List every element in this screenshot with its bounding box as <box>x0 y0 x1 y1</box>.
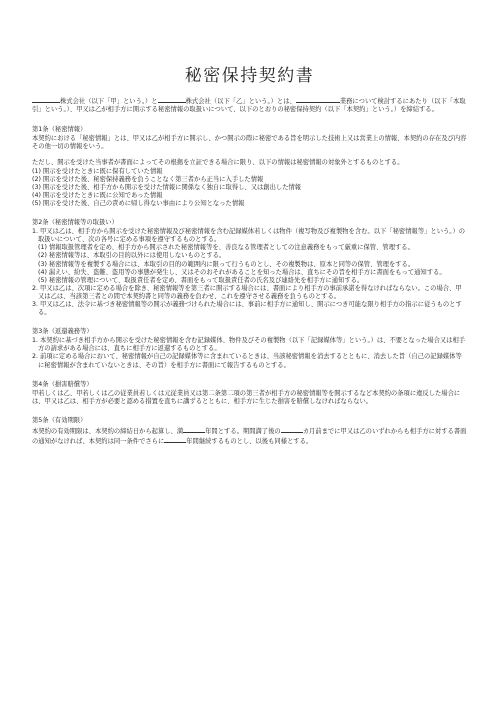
article-4 <box>32 381 467 406</box>
intro-paragraph <box>32 96 467 114</box>
intro-text-3: 業務について検討するにあたり（以下「本取引」という。）、甲又は乙が相手方に開示する秘密情報の取扱いについて、以下のとおりの秘密保持契約（以下「本契約」という。）を締結する。 <box>32 98 466 114</box>
blank-renewal-years[interactable] <box>164 436 186 443</box>
blank-party-b[interactable] <box>158 96 186 103</box>
clause: 2. 甲又は乙は、次項に定める場合を除き、秘密情報等を第三者に開示する場合には、書面により相手方の事前承諾を得なければならない。この場合、甲又は乙は、当該第三者との間で本契約書と同等の義務を負わせ、これを遵守させる義務を負うものとする。 <box>32 284 462 300</box>
article-3 <box>32 328 467 369</box>
article-body: 甲若しくは乙、甲若しくは乙の従業員若しくは元従業員又は第二条第二項の第三者が相手方の秘密情報等を開示するなど本契約の条項に違反した場合には、甲又は乙は、相手方が必要と認める措置を直ちに講ずるとともに、相手方に生じた損害を賠償しなければならない。 <box>32 389 461 405</box>
article-body: ただし、開示を受けた当事者が書面によってその根拠を立証できる場合に限り、以下の情報は秘密情報の対象外とするものとする。 <box>32 159 404 167</box>
list-item: (1) 開示を受けたときに既に保有していた情報 <box>32 167 163 175</box>
list-item: (5) 開示を受けた後、自己の責めに帰し得ない事由により公知となった情報 <box>32 199 245 207</box>
blank-party-a[interactable] <box>32 96 60 103</box>
article-heading: 第5条（有効期限） <box>32 416 87 424</box>
blank-term-years[interactable] <box>183 426 205 433</box>
article-1 <box>32 126 467 208</box>
article-body: 本契約における「秘密情報」とは、甲又は乙が相手方に開示し、かつ開示の際に秘密である旨を明示した技術上又は営業上の情報、本契約の存在及び内容その他一切の情報をいう。 <box>32 135 467 151</box>
article-heading: 第2条（秘密情報等の取扱い） <box>32 219 118 227</box>
list-item: (2) 開示を受けた後、秘密保持義務を負うことなく第三者から正当に入手した情報 <box>32 175 264 183</box>
document-title: 秘密保持契約書 <box>184 66 315 86</box>
sub-item: (4) 漏えい、紛失、盗難、盗用等の事態が発生し、又はそのおそれがあることを知った場合は、直ちにその旨を相手方に書面をもって通知する。 <box>38 268 446 276</box>
clause: 1. 甲又は乙は、相手方から開示を受けた秘密情報及び秘密情報を含む記録媒体若しくは物件（複写物及び複製物を含む。以下「秘密情報等」という。）の取扱いについて、次の各号に定める事項を遵守するものとする。 <box>32 228 466 244</box>
article-heading: 第4条（損害賠償等） <box>32 380 93 388</box>
article-5 <box>32 417 467 446</box>
clause: 1. 本契約に基づき相手方から開示を受けた秘密情報を含む記録媒体、物件及びその複製物（以下「記録媒体等」という。）は、不要となった場合又は相手方の請求がある場合には、直ちに相手方に返還するものとする。 <box>32 337 466 353</box>
sub-item: (5) 秘密情報の管理について、取扱責任者を定め、書面をもって取扱責任者の氏名及び連絡先を相手方に通知する。 <box>38 276 364 284</box>
blank-business[interactable] <box>296 96 340 103</box>
list-item: (4) 開示を受けたときに既に公知であった情報 <box>32 191 163 199</box>
clause: 2. 前項に定める場合において、秘密情報が自己の記録媒体等に含まれているときは、当該秘密情報を消去するとともに、消去した旨（自己の記録媒体等に秘密情報が含まれていないときは、その旨）を相手方に書面にて報告するものとする。 <box>32 353 462 369</box>
article-2 <box>32 219 467 317</box>
article-heading: 第1条（秘密情報） <box>32 126 87 134</box>
article-heading: 第3条（返還義務等） <box>32 328 93 336</box>
sub-item: (2) 秘密情報等は、本取引の目的以外には使用しないものとする。 <box>38 252 226 260</box>
sub-item: (3) 秘密情報等を複製する場合には、本取引の目的の範囲内に限って行うものとし、その複製物は、原本と同等の保管、管理をする。 <box>38 260 415 268</box>
list-item: (3) 開示を受けた後、相手方から開示を受けた情報に関係なく独自に取得し、又は創出した情報 <box>32 183 302 191</box>
intro-text-1: 株式会社（以下「甲」という。）と <box>60 98 158 105</box>
intro-text-2: 株式会社（以下「乙」という。）とは、 <box>185 98 296 105</box>
article-body: 本契約の有効期限は、本契約の締結日から起算し、満 年間とする。期間満了後の カ月前までに甲又は乙のいずれからも相手方に対する書面の通知がなければ、本契約は同一条件でさらに 年間継続するものとし、以後も同様とする。 <box>32 428 467 446</box>
clause: 3. 甲又は乙は、法令に基づき秘密情報等の開示が義務づけられた場合には、事前に相手方に通知し、開示につき可能な限り相手方の指示に従うものとする。 <box>32 300 462 317</box>
blank-notice-months[interactable] <box>281 426 303 433</box>
sub-item: (1) 情報取扱管理者を定め、相手方から開示された秘密情報等を、善良なる管理者としての注意義務をもって厳重に保管、管理する。 <box>38 244 414 252</box>
